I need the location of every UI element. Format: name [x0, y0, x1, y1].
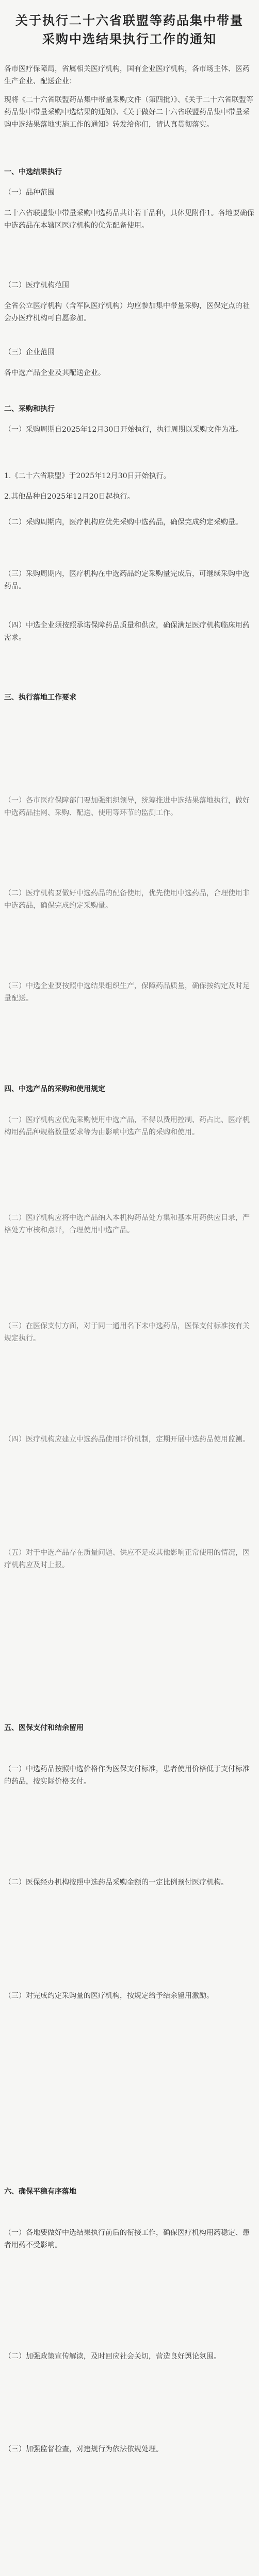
paragraph-body: 1.《二十六省联盟》于2025年12月30日开始执行。 [4, 472, 171, 480]
section-heading: 三、执行落地工作要求 [4, 693, 76, 702]
paragraph-body: 2.其他品种自2025年12月20日起执行。 [4, 493, 135, 501]
document-title: 关于执行二十六省联盟等药品集中带量采购中选结果执行工作的通知 [15, 13, 244, 46]
paragraph-body: （二）医疗机构要做好中选药品的配备使用，优先使用中选药品，合理使用非中选药品，确保完成约定采购量。 [4, 889, 250, 910]
paragraph-body: 二十六省联盟集中带量采购中选药品共计若干品种，具体见附件1。各地要确保中选药品在本辖区医疗机构的优先配备使用。 [4, 209, 254, 230]
paragraph-body: （三）对完成约定采购量的医疗机构，按规定给予结余留用激励。 [4, 1992, 214, 2000]
paragraph-body: （三）中选企业要按照中选结果组织生产，保障药品质量，确保按约定及时足量配送。 [4, 982, 250, 1003]
paragraph-body: （四）医疗机构应建立中选药品使用评价机制，定期开展中选药品使用监测。 [4, 1435, 250, 1444]
paragraph-body: （二）医疗机构应将中选产品纳入本机构药品处方集和基本用药供应目录，严格处方审核和点评，合理使用中选产品。 [4, 1214, 250, 1234]
section-heading: 二、采购和执行 [4, 405, 55, 413]
paragraph-body: 全省公立医疗机构（含军队医疗机构）均应参加集中带量采购，医保定点的社会办医疗机构可自愿参加。 [4, 302, 250, 323]
paragraph-body: （三）在医保支付方面，对于同一通用名下未中选药品，医保支付标准按有关规定执行。 [4, 1322, 250, 1343]
paragraph-body: （一）各市医疗保障部门要加强组织领导，统筹推进中选结果落地执行，做好中选药品挂网、采购、配送、使用等环节的监测工作。 [4, 796, 250, 817]
paragraph-body: （三）采购周期内，医疗机构在中选药品约定采购量完成后，可继续采购中选药品。 [4, 570, 250, 590]
paragraph-body: （一）品种范围 [4, 189, 55, 197]
section-heading: 四、中选产品的采购和使用规定 [4, 1085, 105, 1093]
paragraph-body: （一）中选药品按照中选价格作为医保支付标准，患者使用价格低于支付标准的药品，按实际价格支付。 [4, 1765, 250, 1786]
paragraph-body: （二）采购周期内，医疗机构应优先采购中选药品，确保完成约定采购量。 [4, 518, 242, 527]
paragraph-body: （二）医疗机构范围 [4, 281, 69, 290]
section-heading: 一、中选结果执行 [4, 168, 62, 176]
section-heading: 六、确保平稳有序落地 [4, 2188, 76, 2196]
paragraph-addressee: 各市医疗保障局，省属相关医疗机构，国有企业医疗机构，各市场主体、医药生产企业、配送企业： [4, 65, 250, 86]
paragraph-body: （一）采购周期自2025年12月30日开始执行，执行周期以采购文件为准。 [4, 426, 244, 434]
paragraph-body: （三）加强监督检查，对违规行为依法依规处理。 [4, 2445, 163, 2453]
paragraph-body: 各中选产品企业及其配送企业。 [4, 369, 105, 377]
section-heading: 五、医保支付和结余留用 [4, 1724, 84, 1732]
paragraph-body: （二）医保经办机构按照中选药品采购金额的一定比例预付医疗机构。 [4, 1878, 228, 1887]
paragraph-body: （五）对于中选产品存在质量问题、供应不足或其他影响正常使用的情况，医疗机构应及时上报。 [4, 1549, 250, 1569]
paragraph-body: （二）加强政策宣传解读，及时回应社会关切，营造良好舆论氛围。 [4, 2352, 221, 2361]
document-page [0, 11, 259, 2576]
paragraph-body: （三）企业范围 [4, 348, 55, 357]
paragraph-body: （四）中选企业须按照承诺保障药品质量和供应，确保满足医疗机构临床用药需求。 [4, 621, 250, 642]
paragraph-body: （一）医疗机构应优先采购使用中选产品，不得以费用控制、药占比、医疗机构用药品种规格数量要求等为由影响中选产品的采购和使用。 [4, 1116, 250, 1137]
paragraph-body: 现将《二十六省联盟药品集中带量采购文件（第四批）》、《关于二十六省联盟等药品集中带量采购中选结果的通知》、《关于做好二十六省联盟药品集中带量采购中选结果落地实施工作的通知》转发给你们，请认真贯彻落实。 [4, 96, 253, 129]
paragraph-body: （一）各地要做好中选结果执行前后的衔接工作，确保医疗机构用药稳定、患者用药不受影响。 [4, 2229, 250, 2249]
